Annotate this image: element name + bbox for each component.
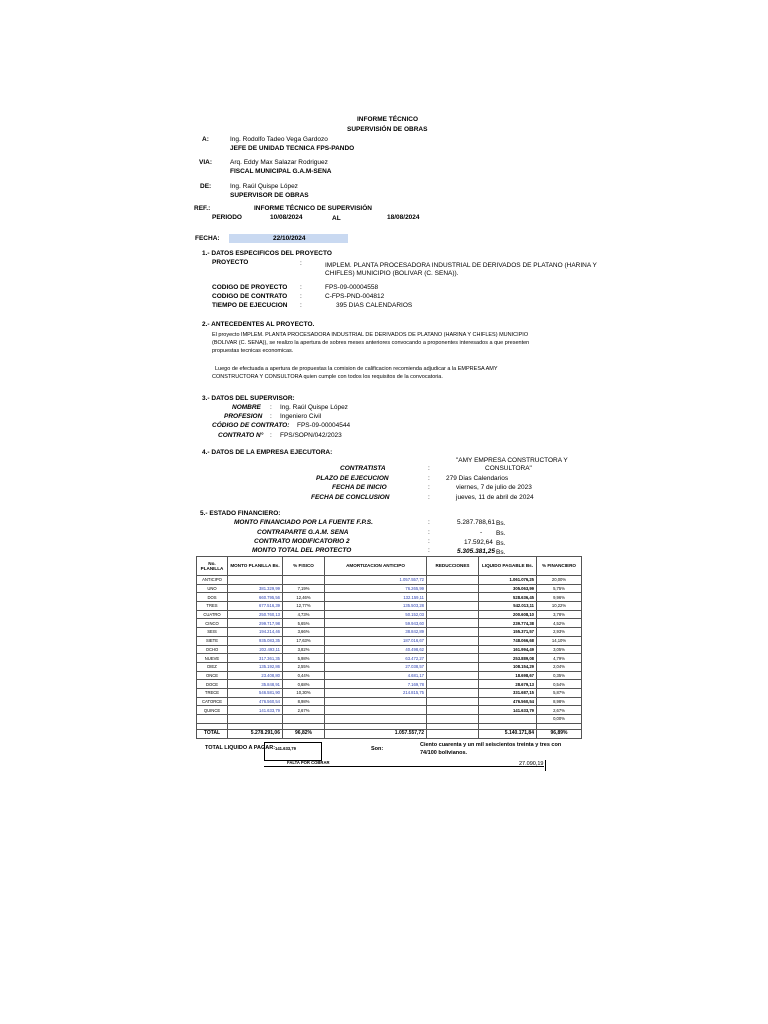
cell-fisico: 10,30% [283,688,325,697]
execution-time-label: TIEMPO DE EJECUCION [212,302,288,309]
total-cell-planilla: TOTAL [197,729,228,738]
table-row [197,610,582,619]
cell-reducciones [427,697,479,706]
section1-heading: 1.- DATOS ESPECIFICOS DEL PROYECTO [202,250,332,257]
cell-fisico: 12,77% [283,602,325,611]
to-label: A: [202,136,209,143]
col-header-financiero: % FINANCIERO [537,557,582,576]
cell-monto: 317.361,35 [228,654,283,663]
cell-amortizacion: 135.503,28 [325,602,427,611]
cell-monto: 935.083,35 [228,636,283,645]
fps-amount-label: MONTO FINANCIADO POR LA FUENTE F.P.S. [234,519,373,526]
col-header-amortizacion: AMORTIZACION ANTICIPO [325,557,427,576]
supervisor-name-label: NOMBRE [232,404,261,411]
from-name: Ing. Raúl Quispe López [230,183,298,190]
cell-planilla: SIETE [197,636,228,645]
fps-currency: Bs. [496,520,506,527]
cell-monto [228,576,283,585]
cell-fisico: 2,67% [283,706,325,715]
period-from: 10/08/2024 [270,214,303,221]
cell-reducciones [427,619,479,628]
project-code-colon: : [300,284,302,291]
project-total-currency: Bs. [496,549,506,556]
cell-reducciones [427,715,479,724]
section5-heading: 5.- ESTADO FINANCIERO: [200,510,281,517]
contract-code-label: CODIGO DE CONTRATO [212,293,288,300]
pending-value: 27.090,19 [519,761,544,767]
report-subtitle: SUPERVISIÓN DE OBRAS [347,126,428,133]
cell-planilla: ANTICIPO [197,576,228,585]
cell-liquido: 253.889,08 [479,654,537,663]
col-header-monto: MONTO PLANILLA Bs. [228,557,283,576]
footer-divider [264,766,544,767]
table-row [197,654,582,663]
cell-monto: 299.717,98 [228,619,283,628]
cell-planilla: TRECE [197,688,228,697]
cell-planilla: SEIS [197,628,228,637]
cell-financiero: 5,75% [537,584,582,593]
cell-amortizacion [325,697,427,706]
cell-amortizacion: 63.472,27 [325,654,427,663]
cell-fisico: 2,55% [283,662,325,671]
cell-liquido: 28.679,13 [479,680,537,689]
start-date-colon: : [428,484,430,491]
table-row [197,628,582,637]
cell-liquido: 108.154,29 [479,662,537,671]
table-row [197,706,582,715]
supervisor-contract-no-colon: : [270,432,272,439]
pending-marker [545,760,546,771]
project-code: FPS-09-00004558 [325,284,379,291]
counterpart-currency: Bs. [496,530,506,537]
background-p2-line2: CONSTRUCTORA Y CONSULTORA quien cumple con todos los requisitos de la convocatoria. [212,374,443,380]
cell-liquido: 239.774,38 [479,619,537,628]
project-label: PROYECTO [212,259,249,266]
table-row [197,645,582,654]
project-total-label: MONTO TOTAL DEL PROTECTO [252,547,352,554]
via-role: FISCAL MUNICIPAL G.A.M-SENA [230,168,332,175]
from-label: DE: [200,183,212,190]
cell-financiero: 4,52% [537,619,582,628]
cell-monto: 35.848,91 [228,680,283,689]
to-name: Ing. Rodolfo Tadeo Vega Gardozo [230,136,328,143]
cell-amortizacion [325,706,427,715]
amendment-amount: 17.592,64 [464,539,493,546]
cell-financiero: 3,05% [537,645,582,654]
cell-reducciones [427,584,479,593]
col-header-liquido: LIQUIDO PAGABLE Bs. [479,557,537,576]
to-role: JEFE DE UNIDAD TECNICA FPS-PANDO [230,145,355,152]
contractor-name-line1: "AMY EMPRESA CONSTRUCTORA Y [456,457,568,464]
cell-reducciones [427,662,479,671]
cell-monto: 135.192,86 [228,662,283,671]
term-value: 279 Dias Calendarios [446,475,509,482]
cell-liquido: 542.013,11 [479,602,537,611]
cell-liquido: 161.994,49 [479,645,537,654]
background-p2-line1: Luego de efectuada a apertura de propuestas la comision de calificacion recomienda adjudicar a la EMPRESA AMY [215,366,498,372]
cell-fisico: 5,65% [283,619,325,628]
cell-liquido: 331.687,15 [479,688,537,697]
cell-liquido: 200.608,10 [479,610,537,619]
fps-amount: 5.287.788,61 [457,519,495,526]
contractor-name-line2: CONSULTORA" [485,465,532,472]
contract-code: C-FPS-PND-004812 [325,293,385,300]
table-row [197,636,582,645]
period-al: AL [332,215,341,222]
project-name-line2: CHIFLES) MUNICIPIO (BOLIVAR (C. SENA)). [325,270,459,277]
fps-amount-colon: : [428,519,430,526]
cell-financiero: 3,78% [537,610,582,619]
supervisor-profession: Ingeniero Civil [280,413,322,420]
total-payable-value: 141.633,79 [275,746,296,751]
cell-amortizacion: 7.169,78 [325,680,427,689]
amendment-label: CONTRATO MODIFICATORIO 2 [254,538,350,545]
cell-monto: 546.581,90 [228,688,283,697]
cell-amortizacion: 4.681,17 [325,671,427,680]
cell-liquido: 18.698,67 [479,671,537,680]
table-header-row [197,557,582,576]
contractor-label: CONTRATISTA [340,465,386,472]
section4-heading: 4.- DATOS DE LA EMPRESA EJECUTORA: [202,449,333,456]
supervisor-profession-label: PROFESION [224,413,263,420]
cell-fisico: 0,44% [283,671,325,680]
supervisor-contract-code-label: CÓDIGO DE CONTRATO: [212,422,290,429]
cell-fisico: 0,68% [283,680,325,689]
cell-liquido: 155.371,57 [479,628,537,637]
col-header-planilla: No. PLANILLA [197,557,228,576]
table-total-row [197,729,582,738]
cell-planilla: DOCE [197,680,228,689]
table-row [197,671,582,680]
cell-fisico: 3,82% [283,645,325,654]
cell-financiero: 0,35% [537,671,582,680]
cell-liquido: 476.560,54 [479,697,537,706]
via-label: VIA: [199,159,212,166]
total-cell-financiero: 96,89% [537,729,582,738]
cell-fisico: 4,73% [283,610,325,619]
cell-planilla: CATORCE [197,697,228,706]
project-total-amount: 5.305.381,25 [457,548,495,555]
cell-planilla: QUINCE [197,706,228,715]
cell-amortizacion: 50.152,03 [325,610,427,619]
cell-liquido [479,715,537,724]
cell-financiero: 14,10% [537,636,582,645]
period-label: PERIODO [212,214,242,221]
ref-label: REF.: [194,205,211,212]
cell-planilla: DOS [197,593,228,602]
cell-financiero: 4,79% [537,654,582,663]
cell-planilla [197,715,228,724]
supervisor-name: Ing. Raúl Quispe López [280,404,348,411]
cell-planilla: DIEZ [197,662,228,671]
total-cell-reducciones [427,729,479,738]
cell-monto: 202.493,11 [228,645,283,654]
cell-reducciones [427,593,479,602]
table-row [197,619,582,628]
cell-amortizacion: 214.815,75 [325,688,427,697]
cell-monto: 141.633,79 [228,706,283,715]
start-date-label: FECHA DE INICIO [332,484,387,491]
cell-amortizacion: 38.842,89 [325,628,427,637]
cell-monto: 194.214,46 [228,628,283,637]
cell-planilla: TRES [197,602,228,611]
table-row [197,715,582,724]
start-date: viernes, 7 de julio de 2023 [456,484,532,491]
cell-planilla: NUEVE [197,654,228,663]
date-label: FECHA: [195,235,220,242]
cell-amortizacion: 27.038,57 [325,662,427,671]
amendment-currency: Bs. [496,540,506,547]
cell-reducciones [427,706,479,715]
cell-fisico: 8,98% [283,697,325,706]
ref-value: INFORME TÉCNICO DE SUPERVISIÓN [254,205,372,212]
cell-planilla: ONCE [197,671,228,680]
period-to: 18/08/2024 [387,214,420,221]
cell-financiero: 0,00% [537,715,582,724]
end-date-colon: : [428,494,430,501]
amount-in-words-line1: Ciento cuarenta y un mil seiscientos treinta y tres con [420,742,562,748]
cell-fisico [283,715,325,724]
cell-liquido: 141.633,79 [479,706,537,715]
cell-amortizacion: 187.016,67 [325,636,427,645]
project-name-line1: IMPLEM. PLANTA PROCESADORA INDUSTRIAL DE DERIVADOS DE PLATANO (HARINA Y [325,262,597,269]
background-p1-line1: El proyecto IMPLEM. PLANTA PROCESADORA INDUSTRIAL DE DERIVADOS DE PLATANO (HARINA Y CHIFLES) MUNICIPIO [212,332,529,338]
cell-amortizacion [325,715,427,724]
cell-liquido: 528.636,45 [479,593,537,602]
background-p1-line2: (BOLIVAR (C. SENA)), se realizo la apertura de sobres meses anteriores convocando a proponentes interesados a que presenten [212,340,530,346]
table-row [197,697,582,706]
cell-reducciones [427,680,479,689]
total-payable-box [264,742,322,761]
cell-fisico: 7,19% [283,584,325,593]
cell-amortizacion: 59.943,60 [325,619,427,628]
cell-reducciones [427,602,479,611]
cell-planilla: OCHO [197,645,228,654]
cell-financiero: 5,87% [537,688,582,697]
cell-reducciones [427,628,479,637]
cell-financiero: 8,98% [537,697,582,706]
cell-reducciones [427,576,479,585]
project-total-colon: : [428,547,430,554]
execution-time: 395 DIAS CALENDARIOS [336,302,413,309]
counterpart-colon: : [428,529,430,536]
section3-heading: 3.- DATOS DEL SUPERVISOR: [202,395,295,402]
cell-monto: 677.516,39 [228,602,283,611]
table-row [197,584,582,593]
contractor-colon: : [428,465,430,472]
cell-planilla: UNO [197,584,228,593]
cell-monto: 476.560,54 [228,697,283,706]
cell-financiero: 2,04% [537,662,582,671]
cell-amortizacion: 132.159,11 [325,593,427,602]
amendment-colon: : [428,538,430,545]
cell-fisico: 3,66% [283,628,325,637]
cell-liquido: 1.061.076,25 [479,576,537,585]
cell-financiero: 0,54% [537,680,582,689]
cell-reducciones [427,636,479,645]
cell-financiero: 2,93% [537,628,582,637]
cell-reducciones [427,610,479,619]
cell-planilla: CINCO [197,619,228,628]
cell-fisico: 12,46% [283,593,325,602]
table-row [197,680,582,689]
table-row [197,688,582,697]
cell-financiero: 2,67% [537,706,582,715]
cell-amortizacion: 40.498,62 [325,645,427,654]
via-name: Arq. Eddy Max Salazar Rodriguez [230,159,328,166]
cell-monto: 23.408,80 [228,671,283,680]
table-row [197,602,582,611]
cell-liquido: 305.063,99 [479,584,537,593]
table-row [197,593,582,602]
cell-reducciones [427,645,479,654]
execution-time-colon: : [300,302,302,309]
total-payable-label: TOTAL LIQUIDO A PAGAR: [205,745,276,751]
total-cell-amortizacion: 1.057.557,72 [325,729,427,738]
total-cell-liquido: 5.140.171,84 [479,729,537,738]
section2-heading: 2.- ANTECEDENTES AL PROYECTO. [202,321,315,328]
counterpart-label: CONTRAPARTE G.A.M. SENA [257,529,349,536]
cell-reducciones [427,688,479,697]
pending-label: FALTA POR COBRAR [287,760,330,765]
total-cell-monto: 5.278.291,06 [228,729,283,738]
report-title: INFORME TÉCNICO [357,116,419,123]
project-colon: : [300,260,302,267]
cell-monto: 250.760,13 [228,610,283,619]
background-p1-line3: propuestas tecnicas economicas. [212,348,294,354]
supervisor-contract-no: FPS/SOPN/042/2023 [280,432,342,439]
financial-table [196,556,582,739]
cell-monto: 660.795,56 [228,593,283,602]
col-header-fisico: % FISICO [283,557,325,576]
from-role: SUPERVISOR DE OBRAS [230,192,309,199]
term-label: PLAZO DE EJECUCION [316,475,389,482]
cell-liquido: 748.066,68 [479,636,537,645]
supervisor-contract-no-label: CONTRATO N° [218,432,264,439]
total-cell-fisico: 96,82% [283,729,325,738]
cell-reducciones [427,671,479,680]
supervisor-name-colon: : [270,404,272,411]
supervisor-profession-colon: : [270,413,272,420]
project-code-label: CODIGO DE PROYECTO [212,284,288,291]
date-value: 22/10/2024 [273,235,306,242]
cell-fisico [283,576,325,585]
table-row [197,662,582,671]
end-date: jueves, 11 de abril de 2024 [456,494,534,501]
contract-code-colon: : [300,293,302,300]
counterpart-amount: - [480,529,483,536]
col-header-reducciones: REDUCCIONES [427,557,479,576]
cell-fisico: 5,98% [283,654,325,663]
son-label: Son: [371,746,384,752]
amount-in-words-line2: 74/100 bolivianos. [420,750,468,756]
cell-planilla: CUATRO [197,610,228,619]
cell-financiero: 9,96% [537,593,582,602]
cell-fisico: 17,63% [283,636,325,645]
cell-amortizacion: 76.265,99 [325,584,427,593]
cell-monto [228,715,283,724]
cell-amortizacion: 1.057.557,72 [325,576,427,585]
table-row [197,576,582,585]
cell-reducciones [427,654,479,663]
term-colon: : [428,475,430,482]
cell-monto: 381.329,99 [228,584,283,593]
supervisor-contract-code: FPS-09-00004544 [297,422,351,429]
cell-financiero: 20,00% [537,576,582,585]
cell-financiero: 10,22% [537,602,582,611]
end-date-label: FECHA DE CONCLUSION [311,494,390,501]
